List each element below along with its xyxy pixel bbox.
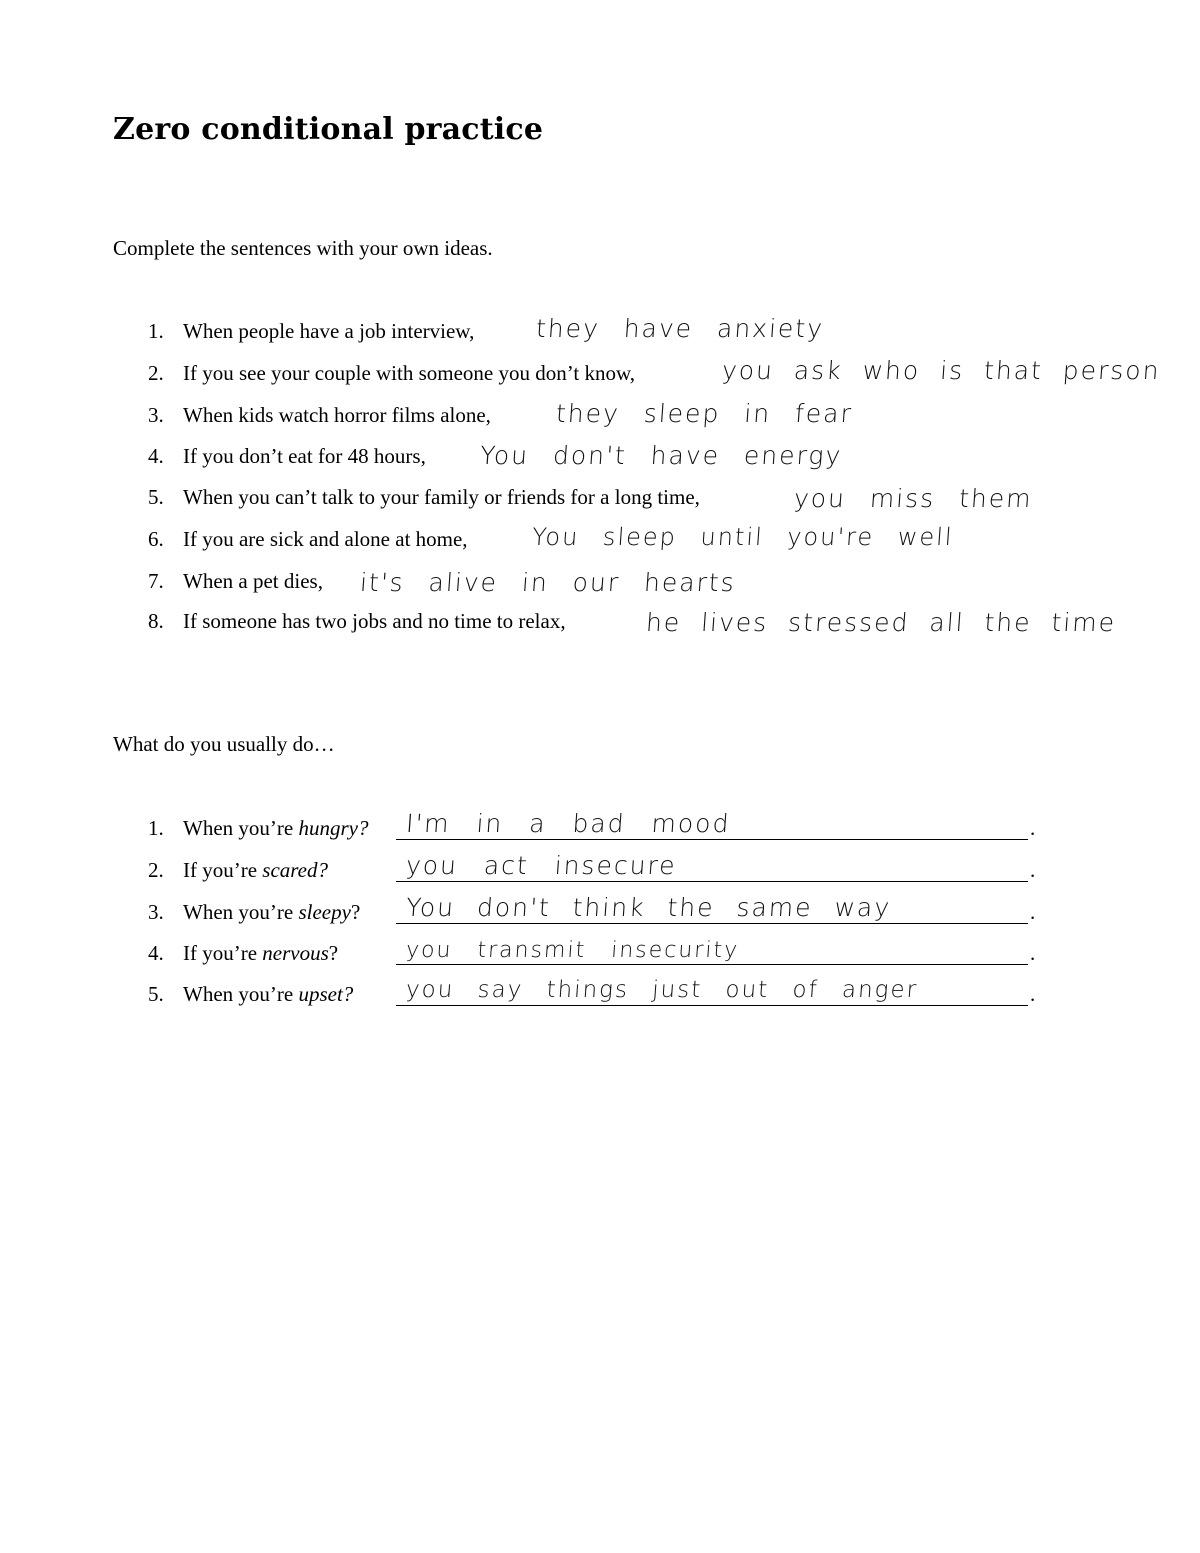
handwritten-answer: you ask who is that person bbox=[721, 356, 1162, 385]
item-prompt: If someone has two jobs and no time to relax, bbox=[183, 609, 566, 633]
prompt-text: If you’re bbox=[183, 858, 263, 882]
prompt-emphasis: sleepy bbox=[298, 900, 351, 924]
item-prompt bbox=[183, 938, 338, 968]
handwritten-answer: You don't have energy bbox=[479, 441, 844, 470]
item-prompt: When a pet dies, bbox=[183, 569, 323, 593]
handwritten-answer: he lives stressed all the time bbox=[645, 608, 1118, 637]
prompt-emphasis: upset? bbox=[298, 982, 354, 1006]
prompt-suffix: ? bbox=[328, 941, 339, 965]
item-prompt: If you are sick and alone at home, bbox=[183, 527, 468, 551]
period: . bbox=[1030, 816, 1036, 840]
handwritten-answer: you say things just out of anger bbox=[405, 977, 919, 1003]
item-number: 4. bbox=[148, 444, 164, 468]
handwritten-answer: You don't think the same way bbox=[405, 893, 893, 922]
list-item bbox=[148, 979, 1048, 1009]
list-item bbox=[148, 851, 1048, 885]
list-item bbox=[148, 938, 1048, 968]
item-prompt bbox=[183, 855, 328, 885]
prompt-emphasis: nervous bbox=[262, 941, 329, 965]
item-prompt: If you see your couple with someone you don’t know, bbox=[183, 361, 636, 385]
list-item bbox=[148, 809, 1048, 843]
page-title: Zero conditional practice bbox=[113, 112, 544, 147]
handwritten-answer: they have anxiety bbox=[535, 314, 826, 343]
item-number: 3. bbox=[148, 900, 164, 924]
answer-blank-line bbox=[396, 923, 1028, 924]
period: . bbox=[1030, 941, 1036, 965]
handwritten-answer: you transmit insecurity bbox=[405, 938, 740, 963]
period: . bbox=[1030, 900, 1036, 924]
section2-instruction: What do you usually do… bbox=[113, 732, 335, 756]
item-number: 5. bbox=[148, 485, 164, 509]
item-number: 6. bbox=[148, 527, 164, 551]
section1-instruction: Complete the sentences with your own ideas. bbox=[113, 236, 493, 260]
item-prompt: If you don’t eat for 48 hours, bbox=[183, 444, 426, 468]
period: . bbox=[1030, 858, 1036, 882]
item-number: 5. bbox=[148, 982, 164, 1006]
answer-blank-line bbox=[396, 1005, 1028, 1006]
item-prompt: When people have a job interview, bbox=[183, 319, 475, 343]
item-prompt bbox=[183, 897, 360, 927]
list-item bbox=[148, 893, 1048, 927]
item-number: 3. bbox=[148, 403, 164, 427]
prompt-text: When you’re bbox=[183, 816, 299, 840]
item-prompt bbox=[183, 813, 368, 843]
prompt-emphasis: scared? bbox=[262, 858, 329, 882]
handwritten-answer: You sleep until you're well bbox=[531, 523, 955, 551]
handwritten-answer: you act insecure bbox=[405, 851, 678, 880]
item-number: 1. bbox=[148, 816, 164, 840]
item-number: 1. bbox=[148, 319, 164, 343]
item-number: 4. bbox=[148, 941, 164, 965]
prompt-text: If you’re bbox=[183, 941, 263, 965]
period: . bbox=[1030, 982, 1036, 1006]
item-number: 7. bbox=[148, 569, 164, 593]
item-number: 8. bbox=[148, 609, 164, 633]
item-number: 2. bbox=[148, 361, 164, 385]
answer-blank-line bbox=[396, 839, 1028, 840]
prompt-text: When you’re bbox=[183, 982, 299, 1006]
answer-blank-line bbox=[396, 881, 1028, 882]
handwritten-answer: it's alive in our hearts bbox=[359, 568, 737, 597]
prompt-text: When you’re bbox=[183, 900, 299, 924]
handwritten-answer: I'm in a bad mood bbox=[405, 809, 732, 838]
item-number: 2. bbox=[148, 858, 164, 882]
item-prompt: When kids watch horror films alone, bbox=[183, 403, 491, 427]
prompt-suffix: ? bbox=[350, 900, 361, 924]
item-prompt: When you can’t talk to your family or friends for a long time, bbox=[183, 485, 700, 509]
prompt-emphasis: hungry? bbox=[298, 816, 369, 840]
handwritten-answer: they sleep in fear bbox=[555, 399, 854, 428]
item-prompt bbox=[183, 979, 353, 1009]
handwritten-answer: you miss them bbox=[793, 484, 1034, 513]
